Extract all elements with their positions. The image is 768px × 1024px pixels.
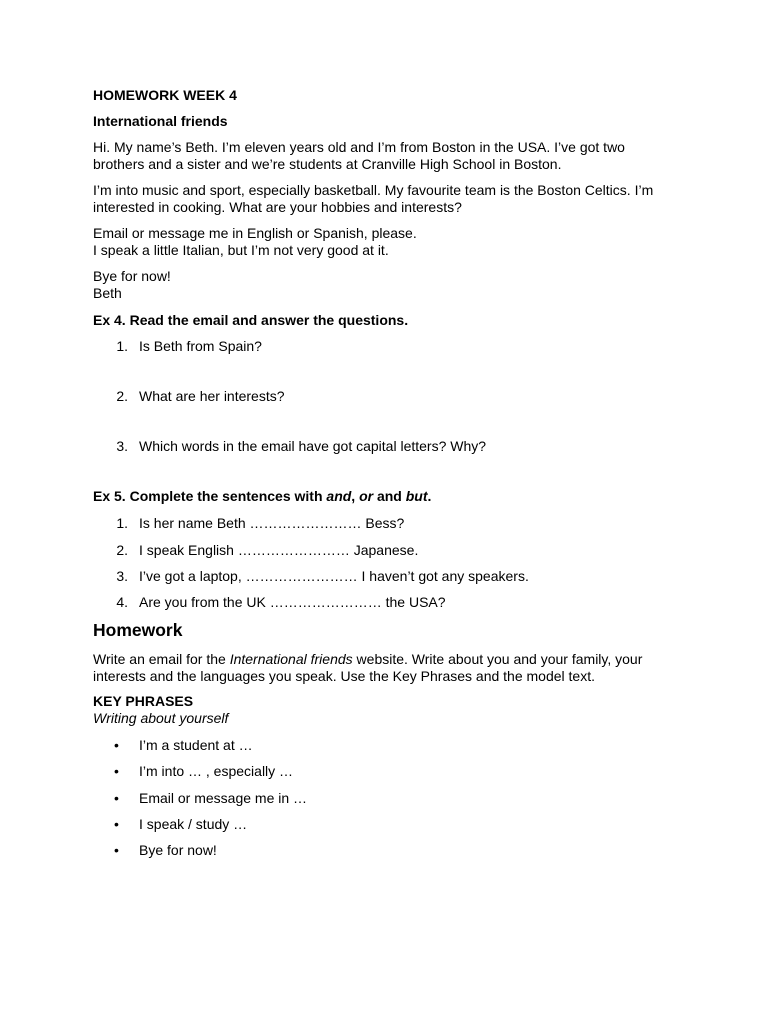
list-item: Which words in the email have got capital letters? Why? — [139, 438, 487, 454]
list-item-number: 4. — [116, 594, 128, 610]
exercise-5-heading — [93, 488, 431, 505]
word-but: but — [405, 488, 428, 504]
list-item: What are her interests? — [139, 388, 285, 404]
list-item: Bye for now! — [139, 842, 217, 858]
list-item-number: 2. — [116, 388, 128, 404]
email-paragraph-3-line-2: I speak a little Italian, but I’m not very good at it. — [93, 242, 389, 258]
list-item: I’ve got a laptop, …………………… I haven’t got any speakers. — [139, 568, 529, 584]
heading-prefix: Ex 5. Complete the sentences with — [93, 488, 327, 504]
list-item-number: 1. — [116, 338, 128, 354]
bullet-icon: • — [114, 790, 119, 806]
list-item: Email or message me in … — [139, 790, 308, 806]
bullet-icon: • — [114, 737, 119, 753]
bullet-icon: • — [114, 763, 119, 779]
exercise-4-heading: Ex 4. Read the email and answer the questions. — [93, 312, 409, 328]
key-phrases-heading: KEY PHRASES — [93, 693, 194, 709]
separator: and — [373, 488, 406, 504]
list-item: I speak / study … — [139, 816, 248, 832]
homework-text-line-1 — [93, 651, 642, 668]
heading-end: . — [427, 488, 432, 504]
email-signoff: Bye for now! — [93, 268, 171, 284]
email-paragraph-3-line-1: Email or message me in English or Spanish, please. — [93, 225, 417, 241]
email-paragraph-2-line-1: I’m into music and sport, especially basketball. My favourite team is the Boston Celtics. I’m — [93, 182, 654, 198]
homework-text-line-2: interests and the languages you speak. Use the Key Phrases and the model text. — [93, 668, 595, 684]
list-item: Are you from the UK …………………… the USA? — [139, 594, 446, 610]
homework-heading: Homework — [93, 620, 183, 640]
email-paragraph-1-line-2: brothers and a sister and we’re students at Cranville High School in Boston. — [93, 156, 562, 172]
list-item-number: 3. — [116, 438, 128, 454]
list-item: Is Beth from Spain? — [139, 338, 262, 354]
website-name: International friends — [229, 651, 353, 667]
document-title: HOMEWORK WEEK 4 — [93, 87, 237, 103]
email-signature: Beth — [93, 285, 122, 301]
list-item: Is her name Beth …………………… Bess? — [139, 515, 405, 531]
list-item-number: 2. — [116, 542, 128, 558]
word-or: or — [359, 488, 374, 504]
bullet-icon: • — [114, 816, 119, 832]
word-and: and — [326, 488, 352, 504]
list-item-number: 1. — [116, 515, 128, 531]
email-heading: International friends — [93, 113, 228, 129]
key-phrases-subheading: Writing about yourself — [93, 710, 229, 726]
bullet-icon: • — [114, 842, 119, 858]
separator: , — [351, 488, 360, 504]
list-item: I speak English …………………… Japanese. — [139, 542, 419, 558]
list-item-number: 3. — [116, 568, 128, 584]
homework-text-rest: website. Write about you and your family, your — [352, 651, 643, 667]
email-paragraph-2-line-2: interested in cooking. What are your hobbies and interests? — [93, 199, 462, 215]
homework-text-start: Write an email for the — [93, 651, 230, 667]
email-paragraph-1-line-1: Hi. My name’s Beth. I’m eleven years old and I’m from Boston in the USA. I’ve got two — [93, 139, 625, 155]
list-item: I’m into … , especially … — [139, 763, 294, 779]
list-item: I’m a student at … — [139, 737, 253, 753]
